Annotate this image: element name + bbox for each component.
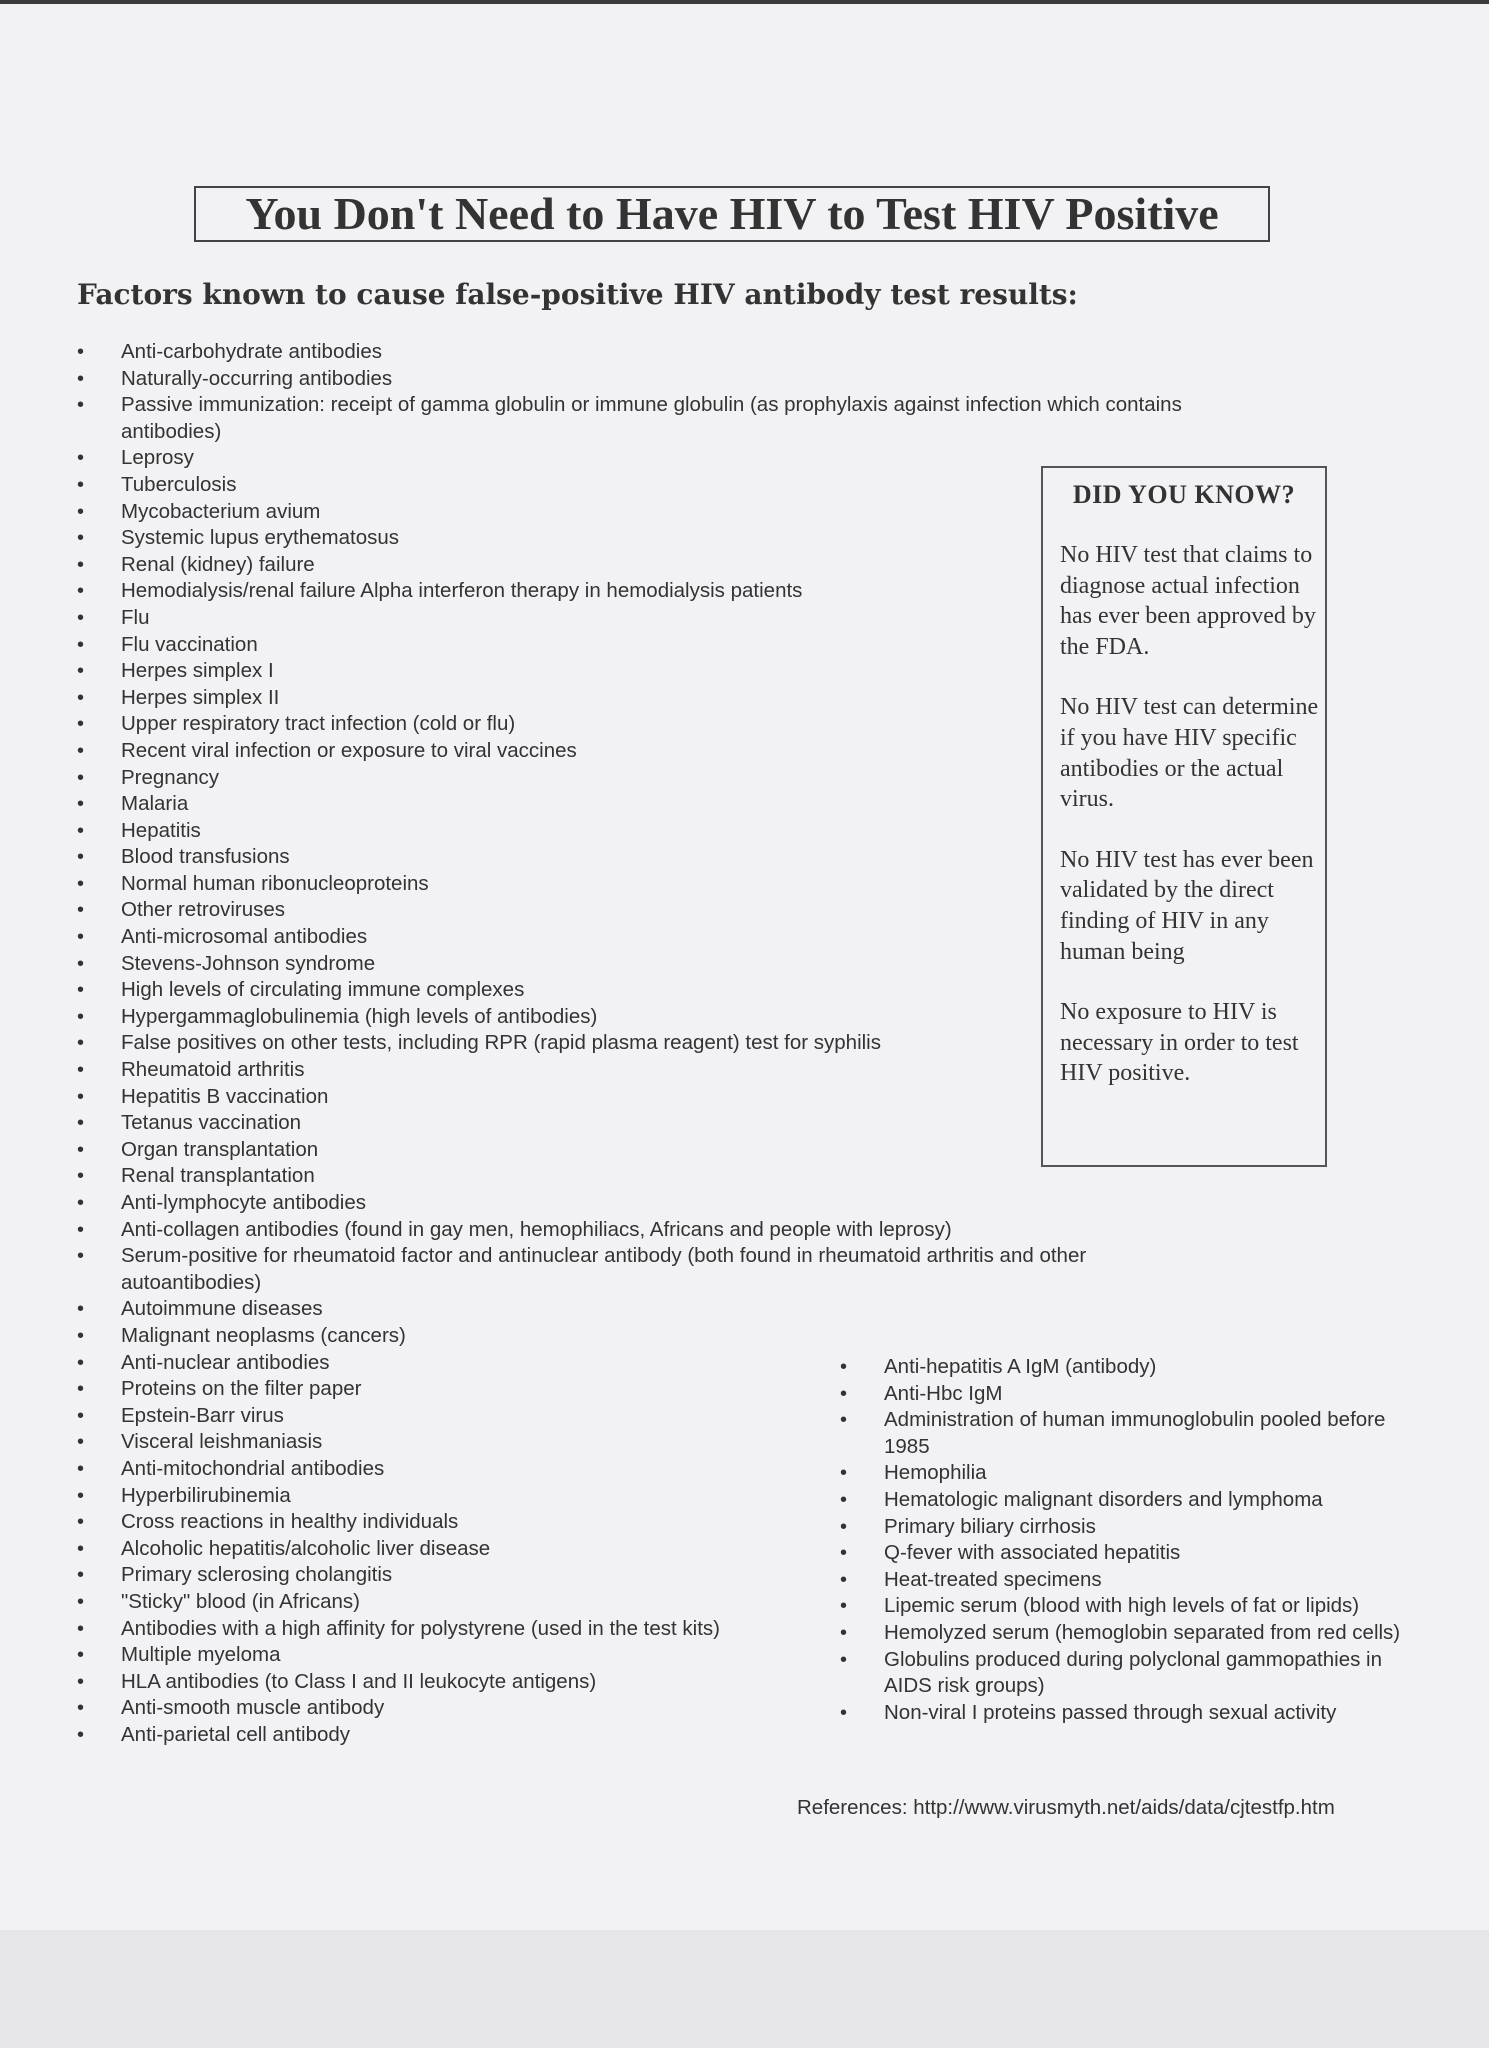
list-item: • Hematologic malignant disorders and lymphoma [840, 1487, 1430, 1514]
list-item: • Hepatitis [77, 818, 1187, 845]
did-you-know-heading: DID YOU KNOW? [1072, 480, 1296, 509]
list-item: • Non-viral I proteins passed through sexual activity [840, 1700, 1430, 1727]
list-item: • Normal human ribonucleoproteins [77, 871, 1187, 898]
list-item: • Primary biliary cirrhosis [840, 1514, 1430, 1541]
list-item: • Mycobacterium avium [77, 499, 1187, 526]
list-item: • Multiple myeloma [77, 1642, 1187, 1669]
list-item: • Autoimmune diseases [77, 1296, 1187, 1323]
top-edge [0, 0, 1489, 4]
list-item: • False positives on other tests, including RPR (rapid plasma reagent) test for syphilis [77, 1030, 1187, 1057]
list-item: • Anti-carbohydrate antibodies [77, 339, 1187, 366]
list-item: • Hypergammaglobulinemia (high levels of antibodies) [77, 1004, 1187, 1031]
list-item: • Blood transfusions [77, 844, 1187, 871]
list-item: • Malignant neoplasms (cancers) [77, 1323, 1187, 1350]
list-item: • Flu [77, 605, 1187, 632]
list-item: • Hepatitis B vaccination [77, 1084, 1187, 1111]
list-item: • Cross reactions in healthy individuals [77, 1509, 1187, 1536]
list-item: • Epstein-Barr virus [77, 1403, 1187, 1430]
list-item: • Anti-lymphocyte antibodies [77, 1190, 1187, 1217]
list-item: • Anti-hepatitis A IgM (antibody) [840, 1354, 1430, 1381]
list-item: • Rheumatoid arthritis [77, 1057, 1187, 1084]
list-item: • Anti-parietal cell antibody [77, 1722, 1187, 1749]
page-bottom-margin [0, 1930, 1489, 2048]
list-item: • Anti-smooth muscle antibody [77, 1695, 1187, 1722]
list-item: • Anti-nuclear antibodies [77, 1350, 1187, 1377]
page-title: You Don't Need to Have HIV to Test HIV Positive [194, 186, 1270, 242]
list-item: • Antibodies with a high affinity for polystyrene (used in the test kits) [77, 1616, 1187, 1643]
list-item: • Hemophilia [840, 1460, 1430, 1487]
list-item: • Primary sclerosing cholangitis [77, 1562, 1187, 1589]
list-item: • Renal transplantation [77, 1163, 1187, 1190]
list-item: • Hemolyzed serum (hemoglobin separated from red cells) [840, 1620, 1430, 1647]
list-item: • Herpes simplex I [77, 658, 1187, 685]
list-item: • Lipemic serum (blood with high levels of fat or lipids) [840, 1593, 1430, 1620]
list-item: • High levels of circulating immune complexes [77, 977, 1187, 1004]
list-item: • "Sticky" blood (in Africans) [77, 1589, 1187, 1616]
list-item: • Serum-positive for rheumatoid factor and antinuclear antibody (both found in rheumatoid arthritis and other autoantibodies) [77, 1243, 1187, 1296]
did-you-know-paragraph: No exposure to HIV is necessary in order to test HIV positive. [1060, 999, 1299, 1087]
list-item: • Hyperbilirubinemia [77, 1483, 1187, 1510]
list-item: • Proteins on the filter paper [77, 1376, 1187, 1403]
list-item: • Globulins produced during polyclonal gammopathies in AIDS risk groups) [840, 1647, 1430, 1700]
list-item: • Anti-Hbc IgM [840, 1381, 1430, 1408]
list-item: • Visceral leishmaniasis [77, 1429, 1187, 1456]
did-you-know-paragraph: No HIV test that claims to diagnose actual infection has ever been approved by the FDA. [1060, 542, 1316, 660]
list-item: • Anti-collagen antibodies (found in gay men, hemophiliacs, Africans and people with leprosy) [77, 1217, 1187, 1244]
list-item: • Tuberculosis [77, 472, 1187, 499]
list-item: • Renal (kidney) failure [77, 552, 1187, 579]
list-item: • Anti-microsomal antibodies [77, 924, 1187, 951]
list-item: • Leprosy [77, 445, 1187, 472]
list-item: • Hemodialysis/renal failure Alpha interferon therapy in hemodialysis patients [77, 578, 1187, 605]
did-you-know-paragraph: No HIV test has ever been validated by the direct finding of HIV in any human being [1060, 846, 1314, 965]
list-item: • Heat-treated specimens [840, 1567, 1430, 1594]
list-item: • Anti-mitochondrial antibodies [77, 1456, 1187, 1483]
list-item: • Organ transplantation [77, 1137, 1187, 1164]
list-item: • Upper respiratory tract infection (cold or flu) [77, 711, 1187, 738]
references: References: http://www.virusmyth.net/aids/data/cjtestfp.htm [797, 1796, 1335, 1819]
list-item: • Alcoholic hepatitis/alcoholic liver disease [77, 1536, 1187, 1563]
list-item: • Q-fever with associated hepatitis [840, 1540, 1430, 1567]
factors-list-right [840, 1354, 1430, 1726]
did-you-know-paragraph: No HIV test can determine if you have HIV specific antibodies or the actual virus. [1060, 694, 1319, 813]
list-item: • Malaria [77, 791, 1187, 818]
list-item: • Stevens-Johnson syndrome [77, 951, 1187, 978]
list-item: • Tetanus vaccination [77, 1110, 1187, 1137]
list-item: • Passive immunization: receipt of gamma globulin or immune globulin (as prophylaxis against infection which contains antibodies) [77, 392, 1187, 445]
section-heading: Factors known to cause false-positive HIV antibody test results: [77, 278, 1078, 311]
did-you-know-box [1041, 466, 1327, 1167]
list-item: • Administration of human immunoglobulin pooled before 1985 [840, 1407, 1430, 1460]
list-item: • Recent viral infection or exposure to viral vaccines [77, 738, 1187, 765]
list-item: • Pregnancy [77, 765, 1187, 792]
list-item: • Other retroviruses [77, 897, 1187, 924]
list-item: • Naturally-occurring antibodies [77, 366, 1187, 393]
list-item: • Flu vaccination [77, 632, 1187, 659]
list-item: • HLA antibodies (to Class I and II leukocyte antigens) [77, 1669, 1187, 1696]
list-item: • Systemic lupus erythematosus [77, 525, 1187, 552]
list-item: • Herpes simplex II [77, 685, 1187, 712]
